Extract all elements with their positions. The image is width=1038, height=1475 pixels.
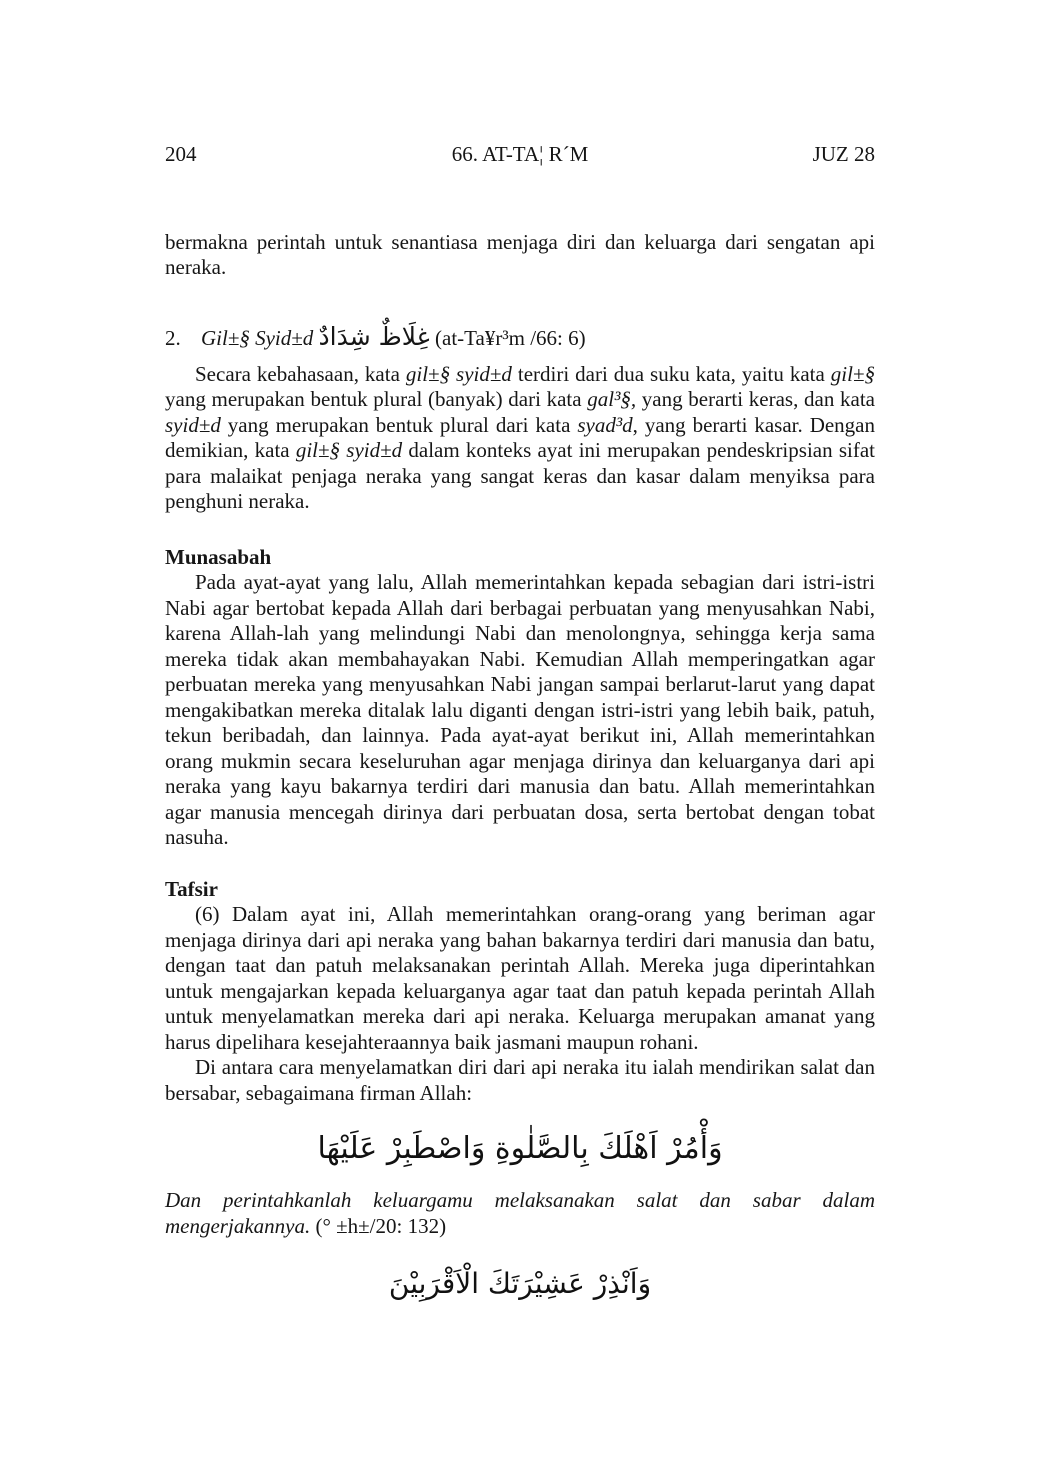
tafsir-paragraph-2: Di antara cara menyelamatkan diri dari api neraka itu ialah mendirikan salat dan bersabar, sebagaimana firman Allah:	[165, 1055, 875, 1105]
running-title: 66. AT-TA¦ R´M	[451, 142, 589, 166]
juz-label: JUZ 28	[812, 142, 875, 166]
munasabah-heading: Munasabah	[165, 544, 272, 569]
arabic-verse-taha: وَأْمُرْ اَهْلَكَ بِالصَّلٰوةِ وَاصْطَبِرْ عَلَيْهَا	[317, 1131, 723, 1166]
arabic-verse-asy-syuara: وَاَنْذِرْ عَشِيْرَتَكَ الْاَقْرَبِيْنَ	[388, 1267, 652, 1300]
page-header	[165, 142, 875, 168]
page-number: 204	[165, 142, 197, 166]
item2-heading	[165, 317, 875, 358]
linguistic-paragraph: Secara kebahasaan, kata gil±§ syid±d terdiri dari dua suku kata, yaitu kata gil±§ yang merupakan bentuk plural (banyak) dari kata gal³§, yang berarti keras, dan kata syid±d yang merupakan bentuk plural dari kata syad³d, yang berarti kasar. Dengan demikian, kata gil±§ syid±d dalam konteks ayat ini merupakan pendeskripsian sifat para malaikat penjaga neraka yang sangat keras dan kasar dalam menyiksa para penghuni neraka.	[165, 361, 876, 513]
page-body	[165, 230, 875, 1308]
item2-number: 2.	[165, 325, 181, 350]
intro-paragraph: bermakna perintah untuk senantiasa menjaga diri dan keluarga dari sengatan api neraka.	[165, 229, 875, 279]
tafsir-heading: Tafsir	[165, 876, 218, 901]
tafsir-paragraph-1: (6) Dalam ayat ini, Allah memerintahkan orang-orang yang beriman agar menjaga dirinya dari api neraka yang bahan bakarnya terdiri dari manusia dan batu, dengan taat dan patuh melaksanakan perintah Allah. Mereka juga diperintahkan untuk mengajarkan kepada keluarganya agar taat dan patuh kepada perintah Allah untuk menyelamatkan mereka dari api neraka. Keluarga merupakan amanat yang harus dipelihara kesejahteraannya baik jasmani maupun rohani.	[165, 902, 875, 1054]
item2-title: Gil±§ Syid±d غِلَاظٌ شِدَادٌ (at-Ta¥r³m /66: 6)	[201, 321, 586, 351]
verse-translation: Dan perintahkanlah keluargamu melaksanakan salat dan sabar dalam mengerjakannya. (° ±h±/20: 132)	[165, 1188, 875, 1238]
munasabah-paragraph: Pada ayat-ayat yang lalu, Allah memerintahkan kepada sebagian dari istri-istri Nabi agar bertobat kepada Allah dari berbagai perbuatan yang menyusahkan Nabi, karena Allah-lah yang melindungi Nabi dan menolongnya, sehingga kerja sama mereka tidak akan membahayakan Nabi. Kemudian Allah memperingatkan agar perbuatan mereka yang menyusahkan Nabi jangan sampai berlarut-larut yang dapat mengakibatkan mereka ditalak lalu diganti dengan istri-istri yang lebih baik, patuh, tekun beribadah, dan lainnya. Pada ayat-ayat berikut ini, Allah memerintahkan orang mukmin secara keseluruhan agar menjaga dirinya dan keluarganya dari api neraka yang kayu bakarnya terdiri dari manusia dan batu. Allah memerintahkan agar manusia mencegah dirinya dari perbuatan dosa, serta bertobat dengan tobat nasuha.	[165, 570, 875, 849]
